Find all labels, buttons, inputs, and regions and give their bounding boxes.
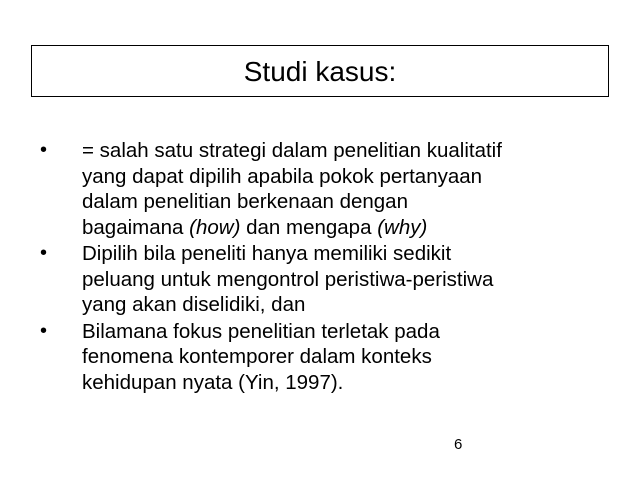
bullet-text-italic: (how): [189, 215, 241, 239]
bullet-line: peluang untuk mengontrol peristiwa-peristiwa: [82, 267, 494, 291]
bullet-line: fenomena kontemporer dalam konteks: [82, 345, 432, 368]
bullet-line: yang dapat dipilih apabila pokok pertanyaan: [82, 164, 483, 188]
bullet-text: dan mengapa: [240, 215, 378, 239]
page-number: 6: [454, 436, 463, 453]
bullet-text: bagaimana: [82, 215, 190, 239]
bullet-icon: •: [40, 242, 48, 264]
bullet-line: [82, 215, 610, 241]
bullet-icon: •: [40, 139, 48, 161]
bullet-line: kehidupan nyata (Yin, 1997).: [82, 370, 344, 394]
bullet-line: = salah satu strategi dalam penelitian kualitatif: [82, 139, 502, 162]
bullet-list: [40, 138, 610, 396]
bullet-line: dalam penelitian berkenaan dengan: [82, 190, 408, 213]
bullet-item-control: [40, 241, 610, 318]
bullet-line: Bilamana fokus penelitian terletak pada: [82, 319, 440, 343]
bullet-icon: •: [40, 319, 48, 342]
title-box: [31, 45, 609, 97]
bullet-text-italic: (why): [377, 215, 428, 239]
slide-title: Studi kasus:: [243, 56, 397, 87]
bullet-item-focus: [40, 319, 610, 396]
bullet-item-definition: [40, 138, 610, 240]
bullet-line: Dipilih bila peneliti hanya memiliki sedikit: [82, 242, 452, 265]
bullet-line: yang akan diselidiki, dan: [82, 293, 306, 316]
